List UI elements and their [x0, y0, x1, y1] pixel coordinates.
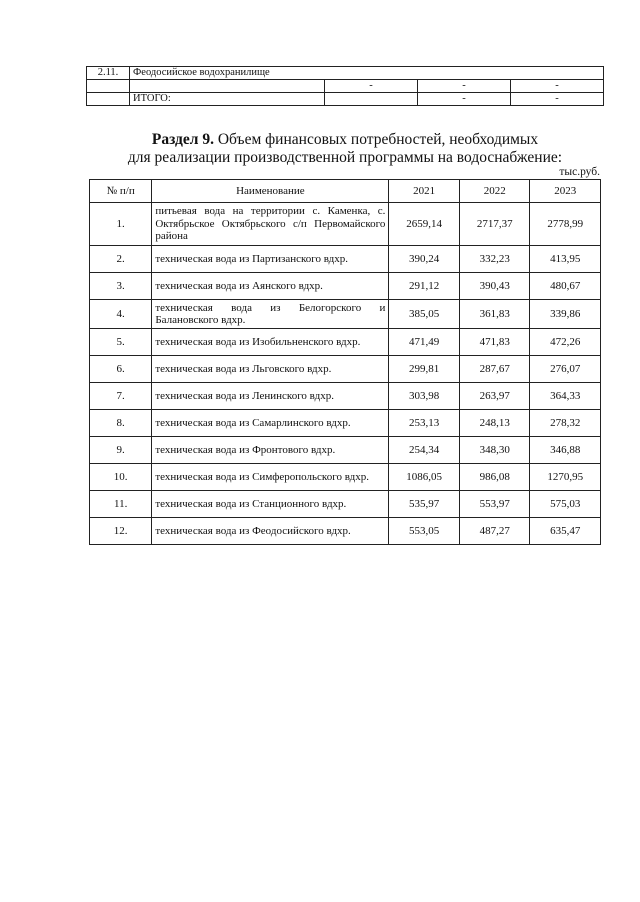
row-number: 5. — [90, 329, 152, 356]
row-name: техническая вода из Симферопольского вдхр. — [152, 464, 389, 491]
value-2022: 390,43 — [459, 273, 530, 300]
value-2023: 575,03 — [530, 491, 601, 518]
value-2023: 413,95 — [530, 246, 601, 273]
table-row — [87, 67, 604, 80]
row-number: 6. — [90, 356, 152, 383]
header-2022: 2022 — [459, 180, 530, 203]
value-2023: 472,26 — [530, 329, 601, 356]
value-2023: 278,32 — [530, 410, 601, 437]
table-cell: - — [511, 80, 604, 93]
table-row — [87, 93, 604, 106]
table-cell: - — [511, 93, 604, 106]
value-2023: 276,07 — [530, 356, 601, 383]
row-number: 11. — [90, 491, 152, 518]
table-cell: - — [325, 80, 418, 93]
value-2022: 248,13 — [459, 410, 530, 437]
row-name: техническая вода из Феодосийского вдхр. — [152, 518, 389, 545]
value-2023: 480,67 — [530, 273, 601, 300]
table-row — [90, 246, 601, 273]
header-2023: 2023 — [530, 180, 601, 203]
value-2022: 986,08 — [459, 464, 530, 491]
row-name: техническая вода из Изобильненского вдхр. — [152, 329, 389, 356]
table-row — [90, 356, 601, 383]
row-name: техническая вода из Ленинского вдхр. — [152, 383, 389, 410]
value-2023: 635,47 — [530, 518, 601, 545]
table-row — [90, 464, 601, 491]
table-row — [90, 383, 601, 410]
row-name: техническая вода из Партизанского вдхр. — [152, 246, 389, 273]
row-number: 12. — [90, 518, 152, 545]
value-2021: 535,97 — [389, 491, 460, 518]
row-number: 10. — [90, 464, 152, 491]
value-2023: 364,33 — [530, 383, 601, 410]
table-cell: - — [418, 80, 511, 93]
value-2021: 385,05 — [389, 300, 460, 329]
value-2022: 553,97 — [459, 491, 530, 518]
value-2021: 299,81 — [389, 356, 460, 383]
financial-needs-table — [89, 179, 601, 545]
row-number: 9. — [90, 437, 152, 464]
total-label: ИТОГО: — [130, 93, 325, 106]
heading-line-1-text: Объем финансовых потребностей, необходимых — [213, 131, 539, 148]
header-num: № п/п — [90, 180, 152, 203]
row-name: техническая вода из Аянского вдхр. — [152, 273, 389, 300]
value-2022: 287,67 — [459, 356, 530, 383]
value-2021: 254,34 — [389, 437, 460, 464]
header-name: Наименование — [152, 180, 389, 203]
value-2021: 2659,14 — [389, 203, 460, 246]
value-2023: 1270,95 — [530, 464, 601, 491]
table-row — [90, 518, 601, 545]
value-2021: 291,12 — [389, 273, 460, 300]
value-2022: 2717,37 — [459, 203, 530, 246]
row-number: 1. — [90, 203, 152, 246]
value-2023: 2778,99 — [530, 203, 601, 246]
row-name: техническая вода из Самарлинского вдхр. — [152, 410, 389, 437]
value-2021: 253,13 — [389, 410, 460, 437]
table-cell: - — [418, 93, 511, 106]
header-2021: 2021 — [389, 180, 460, 203]
table-row — [90, 273, 601, 300]
table-row — [90, 491, 601, 518]
row-name: питьевая вода на территории с. Каменка, с. Октябрьское Октябрьского с/п Первомайского района — [152, 203, 389, 246]
header-row — [90, 180, 601, 203]
value-2023: 346,88 — [530, 437, 601, 464]
value-2021: 1086,05 — [389, 464, 460, 491]
value-2022: 332,23 — [459, 246, 530, 273]
value-2022: 263,97 — [459, 383, 530, 410]
table-row — [90, 203, 601, 246]
value-2021: 390,24 — [389, 246, 460, 273]
section-number: 2.11. — [87, 67, 130, 80]
row-number: 2. — [90, 246, 152, 273]
table-row — [90, 300, 601, 329]
heading-bold: Раздел 9. — [151, 131, 214, 148]
value-2022: 471,83 — [459, 329, 530, 356]
value-2022: 361,83 — [459, 300, 530, 329]
value-2021: 553,05 — [389, 518, 460, 545]
table-row — [90, 437, 601, 464]
section-name: Феодосийское водохранилище — [130, 67, 604, 80]
heading-line-2: для реализации производственной программы на водоснабжение: — [127, 149, 563, 166]
unit-label: тыс.руб. — [559, 166, 600, 178]
value-2022: 348,30 — [459, 437, 530, 464]
row-name: техническая вода из Льговского вдхр. — [152, 356, 389, 383]
row-name: техническая вода из Фронтового вдхр. — [152, 437, 389, 464]
table-row — [90, 329, 601, 356]
row-name: техническая вода из Белогорского и Балановского вдхр. — [152, 300, 389, 329]
row-number: 3. — [90, 273, 152, 300]
row-number: 8. — [90, 410, 152, 437]
heading-line-1 — [80, 131, 610, 149]
value-2023: 339,86 — [530, 300, 601, 329]
row-number: 4. — [90, 300, 152, 329]
row-number: 7. — [90, 383, 152, 410]
previous-table-fragment — [86, 66, 604, 106]
table-row — [87, 80, 604, 93]
table-row — [90, 410, 601, 437]
section-heading — [80, 131, 610, 167]
row-name: техническая вода из Станционного вдхр. — [152, 491, 389, 518]
value-2021: 471,49 — [389, 329, 460, 356]
value-2021: 303,98 — [389, 383, 460, 410]
value-2022: 487,27 — [459, 518, 530, 545]
